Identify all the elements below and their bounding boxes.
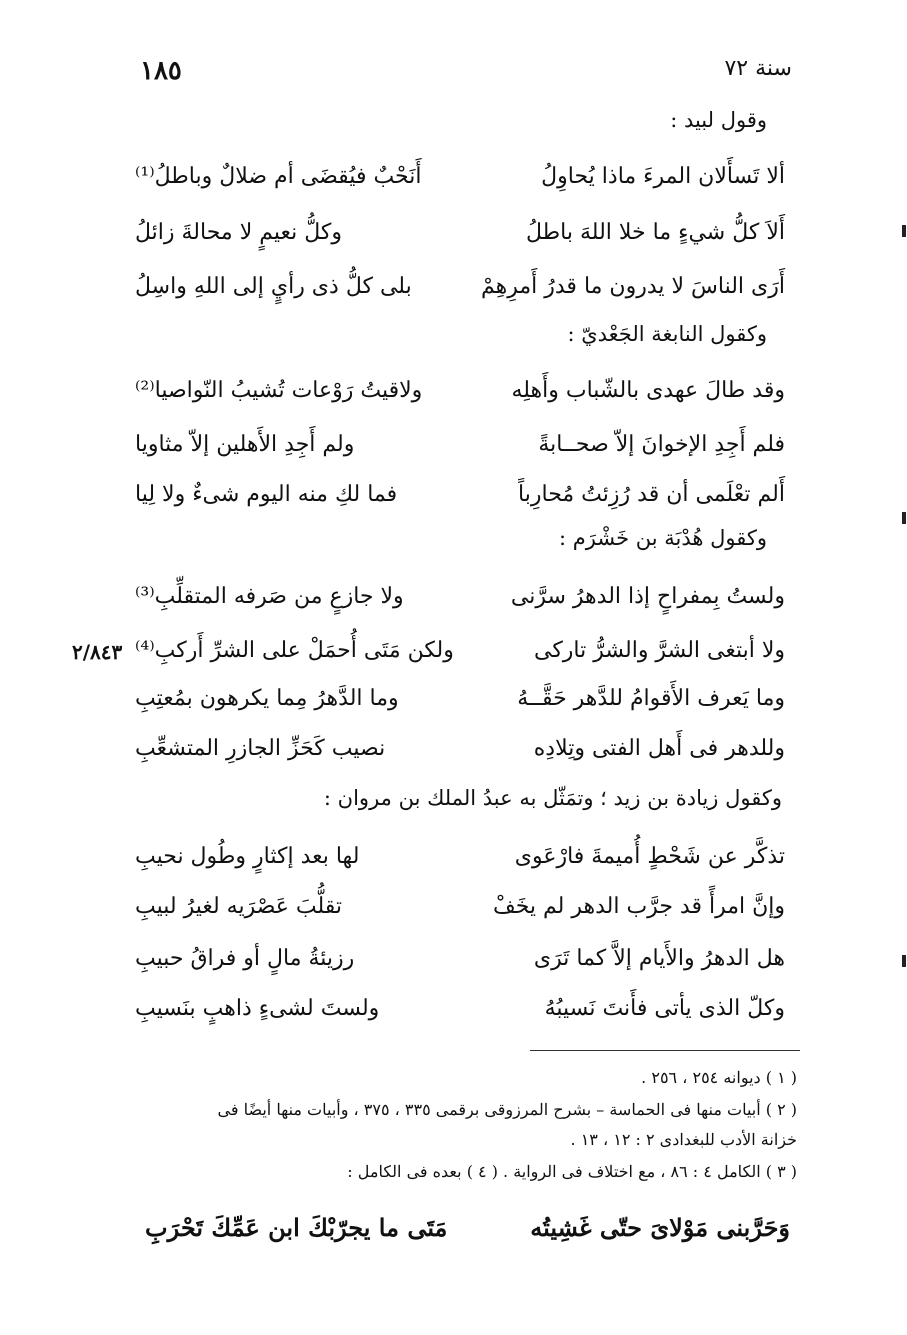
verse-first-hemistich: أَرَى الناسَ لا يدرون ما قدرُ أَمرِهِمْ xyxy=(480,273,785,299)
verse-line xyxy=(135,988,785,1028)
verse-line xyxy=(135,212,785,252)
verse-first-hemistich: ولستُ بِمفراحٍ إذا الدهرُ سرَّنى xyxy=(510,583,785,609)
verse-second-hemistich: لها بعد إكثارٍ وطُول نحيبِ xyxy=(135,843,360,869)
verse-line xyxy=(135,156,785,196)
footnote-verse xyxy=(145,1205,790,1249)
verse-first-hemistich: وقد طالَ عهدى بالشّباب وأَهلِه xyxy=(511,377,785,403)
verse-first-hemistich: هل الدهرُ والأَيام إلاَّ كما تَرَى xyxy=(533,945,785,971)
verse-line xyxy=(135,266,785,306)
verse-line xyxy=(135,630,785,670)
verse-line xyxy=(135,474,785,514)
verse-line xyxy=(135,678,785,718)
verse-second-hemistich: تقلُّبَ عَصْرَيه لغيرُ لبيبِ xyxy=(135,893,343,919)
running-head: سنة ٧٢ xyxy=(724,56,792,81)
verse-line xyxy=(135,836,785,876)
verse-first-hemistich: وللدهر فى أَهل الفتى وتِلادِه xyxy=(533,735,785,761)
verse-line xyxy=(135,576,785,616)
verse-first-hemistich: فلم أَجِدِ الإخوانَ إلاّ صحــابةً xyxy=(538,431,785,457)
verse-second-hemistich: ولم أَجِدِ الأَهلين إلاّ مثاويا xyxy=(135,431,355,457)
section-intro: وقول لبيد : xyxy=(670,108,767,132)
verse-first-hemistich: وَحَرَّبنى مَوْلاىَ حتّى غَشِيتُه xyxy=(530,1212,790,1242)
verse-second-hemistich: وما الدَّهرُ مِما يكرهون بمُعتِبِ xyxy=(135,685,399,711)
section-intro: وكقول النابغة الجَعْديّ : xyxy=(567,322,767,346)
scan-edge-mark xyxy=(902,225,906,237)
verse-second-hemistich: رزيئةُ مالٍ أو فراقُ حبيبِ xyxy=(135,945,355,971)
verse-second-hemistich: أَنَحْبٌ فيُقضَى أم ضلالٌ وباطلُ⁽¹⁾ xyxy=(135,163,422,189)
footnote: ( ١ ) ديوانه ٢٥٤ ، ٢٥٦ . xyxy=(641,1068,797,1087)
verse-line xyxy=(135,424,785,464)
footnote: ( ٢ ) أبيات منها فى الحماسة – بشرح المرزوقى برقمى ٣٣٥ ، ٣٧٥ ، وأبيات منها أيضًا فى xyxy=(217,1100,797,1119)
footnote-divider xyxy=(530,1050,800,1051)
verse-first-hemistich: وإنَّ امرأً قد جرَّب الدهر لم يخَفْ xyxy=(492,893,785,919)
section-intro: وكقول زيادة بن زيد ؛ وتمَثّل به عبدُ الملك بن مروان : xyxy=(323,786,782,810)
footnote: ( ٣ ) الكامل ٤ : ٨٦ ، مع اختلاف فى الرواية . ( ٤ ) بعده فى الكامل : xyxy=(347,1162,797,1181)
verse-second-hemistich: بلى كلُّ ذى رأيٍ إلى اللهِ واسِلُ xyxy=(135,273,412,299)
verse-line xyxy=(135,728,785,768)
verse-second-hemistich: ولستَ لشىءٍ ذاهبٍ بنَسيبِ xyxy=(135,995,380,1021)
verse-line xyxy=(135,886,785,926)
verse-first-hemistich: وكلّ الذى يأتى فأَنتَ نَسيبُهُ xyxy=(544,995,785,1021)
verse-second-hemistich: ولكن مَتَى أُحمَلْ على الشرِّ أَركبِ⁽⁴⁾ xyxy=(135,637,454,663)
verse-line xyxy=(135,938,785,978)
verse-second-hemistich: ولا جازعٍ من صَرفه المتقلِّبِ⁽³⁾ xyxy=(135,583,404,609)
verse-first-hemistich: أَلم تعْلَمى أن قد رُزِئتُ مُحارِباً xyxy=(518,481,785,507)
verse-first-hemistich: ألا تَسأَلان المرءَ ماذا يُحاوِلُ xyxy=(541,163,785,189)
footnote: خزانة الأدب للبغدادى ٢ : ١٢ ، ١٣ . xyxy=(570,1130,797,1149)
scan-edge-mark xyxy=(902,955,906,967)
verse-line xyxy=(135,370,785,410)
verse-first-hemistich: وما يَعرف الأَقوامُ للدَّهر حَقَّــهُ xyxy=(517,685,785,711)
margin-reference: ٢/٨٤٣ xyxy=(72,640,123,664)
verse-second-hemistich: نصيب كَحَزِّ الجازرِ المتشعِّبِ xyxy=(135,735,386,761)
verse-second-hemistich: مَتَى ما يجرّبْكَ ابن عَمِّكَ تَحْرَبِ xyxy=(145,1212,448,1242)
verse-first-hemistich: تذكَّر عن شَحْطٍ أُميمةَ فارْعَوى xyxy=(514,843,785,869)
verse-first-hemistich: أَلاَ كلُّ شيءٍ ما خلا اللهَ باطلُ xyxy=(526,219,785,245)
verse-first-hemistich: ولا أبتغى الشرَّ والشرُّ تاركى xyxy=(533,637,785,663)
section-intro: وكقول هُدْبَة بن خَشْرَم : xyxy=(559,526,767,550)
verse-second-hemistich: فما لكِ منه اليوم شىءٌ ولا لِيا xyxy=(135,481,398,507)
page-number: ١٨٥ xyxy=(140,56,182,86)
verse-second-hemistich: ولاقيتُ رَوْعات تُشيبُ النّواصيا⁽²⁾ xyxy=(135,377,423,403)
verse-second-hemistich: وكلُّ نعيمٍ لا محالةَ زائلُ xyxy=(135,219,343,245)
scan-edge-mark xyxy=(902,512,906,524)
